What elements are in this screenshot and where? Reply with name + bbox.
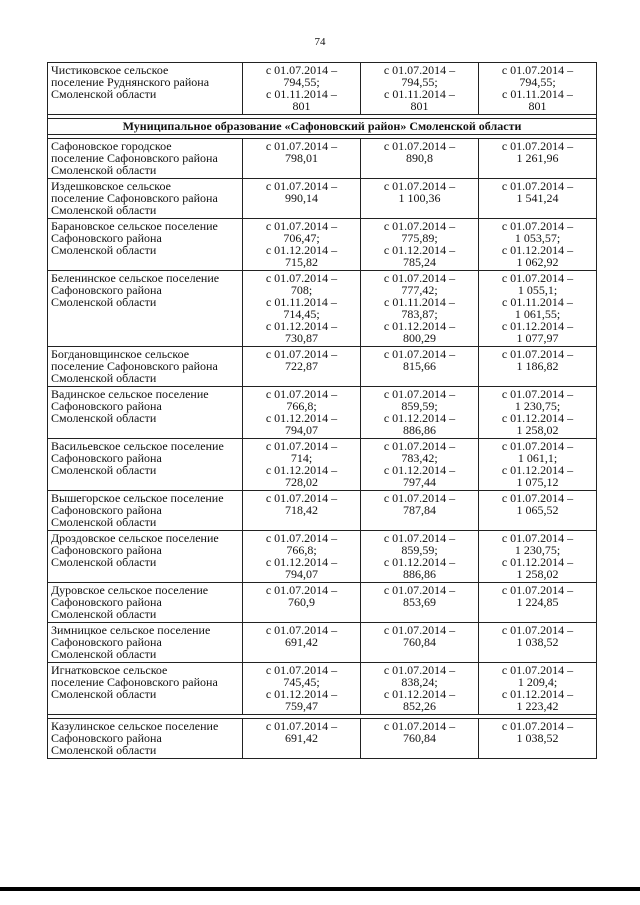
- tariff-col1-cell-line: с 01.07.2014 –: [265, 63, 338, 77]
- settlement-name-cell-line: Сафоновского района: [51, 595, 162, 609]
- tariff-col1-cell-line: 714,45;: [283, 307, 320, 321]
- settlement-name-cell-line: Казулинское сельское поселение: [51, 719, 219, 733]
- settlement-name-cell-line: Чистиковское сельское: [51, 63, 169, 77]
- settlement-name-cell: [48, 583, 243, 623]
- settlement-name-cell-line: Дроздовское сельское поселение: [51, 531, 219, 545]
- tariff-col2-cell-line: с 01.07.2014 –: [383, 219, 456, 233]
- table-row: [48, 663, 597, 715]
- tariff-col2-cell: [361, 439, 479, 491]
- table-row: [48, 219, 597, 271]
- tariff-col2-cell-line: 794,55;: [401, 75, 438, 89]
- tariff-col1-cell: [243, 719, 361, 759]
- table-row: [48, 387, 597, 439]
- table-row: [48, 719, 597, 759]
- settlement-name-cell: [48, 139, 243, 179]
- tariff-col1-cell-line: 759,47: [285, 699, 318, 713]
- tariff-col1-cell-line: с 01.07.2014 –: [265, 347, 338, 361]
- tariff-col2-cell-line: с 01.12.2014 –: [383, 319, 456, 333]
- tariff-col3-cell-line: с 01.07.2014 –: [501, 623, 574, 637]
- settlement-name-cell-line: Барановское сельское поселение: [51, 219, 218, 233]
- tariff-col1-cell-line: 801: [292, 99, 311, 113]
- tariff-col3-cell-line: с 01.12.2014 –: [501, 319, 574, 333]
- settlement-name-cell-line: Смоленской области: [51, 647, 157, 661]
- tariff-col3-cell: [479, 139, 597, 179]
- settlement-name-cell-line: Смоленской области: [51, 687, 157, 701]
- settlement-name-cell: [48, 63, 243, 115]
- tariff-col3-cell-line: с 01.07.2014 –: [501, 531, 574, 545]
- settlement-name-cell: [48, 347, 243, 387]
- tariff-col2-cell-line: с 01.07.2014 –: [383, 271, 456, 285]
- tariff-col2-cell-line: 777,42;: [401, 283, 438, 297]
- tariff-col3-cell-line: 1 230,75;: [514, 543, 561, 557]
- settlement-name-cell-line: Дуровское сельское поселение: [51, 583, 209, 597]
- tariff-col3-cell-line: 1 209,4;: [517, 675, 558, 689]
- settlement-name-cell-line: Сафоновского района: [51, 635, 162, 649]
- tariff-col2-cell-line: 815,66: [403, 359, 436, 373]
- tariff-col3-cell-line: с 01.07.2014 –: [501, 63, 574, 77]
- tariff-col3-cell-line: с 01.07.2014 –: [501, 719, 574, 733]
- page-number: 74: [314, 36, 326, 48]
- table-row: [48, 623, 597, 663]
- tariff-col3-cell-line: 801: [528, 99, 547, 113]
- table-row: [48, 271, 597, 347]
- tariff-table-body: [48, 63, 597, 759]
- tariff-col2-cell-line: 760,84: [403, 635, 436, 649]
- tariff-col3-cell-line: с 01.07.2014 –: [501, 179, 574, 193]
- tariff-col1-cell-line: с 01.07.2014 –: [265, 623, 338, 637]
- settlement-name-cell-line: поселение Сафоновского района: [51, 191, 218, 205]
- tariff-col2-cell-line: с 01.07.2014 –: [383, 439, 456, 453]
- tariff-col1-cell: [243, 623, 361, 663]
- settlement-name-cell: [48, 179, 243, 219]
- tariff-col3-cell-line: с 01.12.2014 –: [501, 243, 574, 257]
- tariff-col1-cell: [243, 219, 361, 271]
- settlement-name-cell: [48, 719, 243, 759]
- settlement-name-cell-line: поселение Сафоновского района: [51, 359, 218, 373]
- tariff-col2-cell-line: 1 100,36: [398, 191, 441, 205]
- tariff-col1-cell: [243, 387, 361, 439]
- tariff-col3-cell-line: с 01.12.2014 –: [501, 411, 574, 425]
- tariff-col1-cell-line: с 01.12.2014 –: [265, 319, 338, 333]
- tariff-col3-cell: [479, 387, 597, 439]
- tariff-col1-cell-line: 766,8;: [286, 399, 317, 413]
- tariff-col3-cell-line: 1 224,85: [516, 595, 559, 609]
- tariff-col3-cell-line: 1 053,57;: [514, 231, 561, 245]
- settlement-name-cell-line: поселение Руднянского района: [51, 75, 210, 89]
- settlement-name-cell-line: Сафоновского района: [51, 503, 162, 517]
- settlement-name-cell-line: Смоленской области: [51, 371, 157, 385]
- tariff-col3-cell-line: с 01.07.2014 –: [501, 663, 574, 677]
- table-row: [48, 63, 597, 115]
- tariff-col2-cell-line: 785,24: [403, 255, 436, 269]
- tariff-col1-cell-line: с 01.07.2014 –: [265, 387, 338, 401]
- tariff-col2-cell-line: 838,24;: [401, 675, 438, 689]
- settlement-name-cell-line: Смоленской области: [51, 515, 157, 529]
- tariff-col1-cell-line: с 01.12.2014 –: [265, 463, 338, 477]
- tariff-col2-cell: [361, 719, 479, 759]
- tariff-col3-cell-line: с 01.07.2014 –: [501, 139, 574, 153]
- tariff-col1-cell-line: 708;: [290, 283, 313, 297]
- tariff-col3-cell: [479, 531, 597, 583]
- tariff-col3-cell-line: с 01.07.2014 –: [501, 583, 574, 597]
- tariff-col1-cell-line: 722,87: [285, 359, 318, 373]
- tariff-col1-cell-line: 714;: [290, 451, 313, 465]
- tariff-col1-cell-line: с 01.11.2014 –: [266, 87, 337, 101]
- tariff-col3-cell-line: с 01.11.2014 –: [502, 87, 573, 101]
- tariff-col3-cell-line: 1 038,52: [516, 731, 559, 745]
- tariff-col1-cell-line: 691,42: [285, 731, 318, 745]
- bottom-rule: [0, 887, 640, 891]
- settlement-name-cell-line: Смоленской области: [51, 295, 157, 309]
- tariff-col1-cell-line: 798,01: [285, 151, 318, 165]
- tariff-col1-cell: [243, 583, 361, 623]
- tariff-col3-cell-line: 1 258,02: [516, 567, 559, 581]
- tariff-col2-cell-line: с 01.12.2014 –: [383, 555, 456, 569]
- tariff-col2-cell-line: с 01.12.2014 –: [383, 243, 456, 257]
- tariff-col1-cell-line: 730,87: [285, 331, 318, 345]
- tariff-col2-cell: [361, 531, 479, 583]
- tariff-col3-cell-line: 1 230,75;: [514, 399, 561, 413]
- tariff-col3-cell: [479, 623, 597, 663]
- table-row: [48, 139, 597, 179]
- tariff-col2-cell: [361, 63, 479, 115]
- tariff-col1-cell-line: с 01.12.2014 –: [265, 687, 338, 701]
- settlement-name-cell-line: Сафоновского района: [51, 451, 162, 465]
- settlement-name-cell: [48, 623, 243, 663]
- tariff-col3-cell-line: с 01.12.2014 –: [501, 555, 574, 569]
- tariff-col2-cell: [361, 623, 479, 663]
- tariff-col1-cell-line: 794,07: [285, 423, 318, 437]
- tariff-col3-cell: [479, 271, 597, 347]
- settlement-name-cell-line: Вадинское сельское поселение: [51, 387, 209, 401]
- settlement-name-cell: [48, 219, 243, 271]
- tariff-col1-cell-line: 706,47;: [283, 231, 320, 245]
- settlement-name-cell-line: Смоленской области: [51, 555, 157, 569]
- tariff-col2-cell: [361, 139, 479, 179]
- tariff-col1-cell: [243, 179, 361, 219]
- tariff-col2-cell-line: с 01.07.2014 –: [383, 719, 456, 733]
- tariff-col1-cell: [243, 63, 361, 115]
- tariff-col3-cell-line: с 01.07.2014 –: [501, 491, 574, 505]
- settlement-name-cell-line: Смоленской области: [51, 743, 157, 757]
- tariff-col2-cell-line: 787,84: [403, 503, 436, 517]
- settlement-name-cell-line: Богдановщинское сельское: [51, 347, 190, 361]
- tariff-col1-cell-line: 728,02: [285, 475, 318, 489]
- settlement-name-cell-line: поселение Сафоновского района: [51, 151, 218, 165]
- section-title: Муниципальное образование «Сафоновский район» Смоленской области: [48, 119, 597, 135]
- tariff-col2-cell-line: с 01.07.2014 –: [383, 63, 456, 77]
- table-row: [48, 347, 597, 387]
- table-row: [48, 439, 597, 491]
- tariff-col3-cell-line: 1 077,97: [516, 331, 559, 345]
- settlement-name-cell-line: Зимницкое сельское поселение: [51, 623, 211, 637]
- tariff-col1-cell-line: с 01.07.2014 –: [265, 663, 338, 677]
- tariff-col2-cell-line: 886,86: [403, 423, 436, 437]
- table-row: [48, 531, 597, 583]
- tariff-col2-cell: [361, 219, 479, 271]
- tariff-col3-cell-line: с 01.07.2014 –: [501, 439, 574, 453]
- tariff-col2-cell-line: 886,86: [403, 567, 436, 581]
- settlement-name-cell-line: Смоленской области: [51, 203, 157, 217]
- tariff-col3-cell: [479, 63, 597, 115]
- tariff-col2-cell-line: 783,87;: [401, 307, 438, 321]
- tariff-col1-cell-line: 715,82: [285, 255, 318, 269]
- tariff-col1-cell-line: с 01.07.2014 –: [265, 583, 338, 597]
- tariff-col1-cell-line: 766,8;: [286, 543, 317, 557]
- tariff-col2-cell: [361, 663, 479, 715]
- tariff-col1-cell-line: с 01.07.2014 –: [265, 531, 338, 545]
- table-row: [48, 491, 597, 531]
- tariff-col2-cell-line: с 01.07.2014 –: [383, 139, 456, 153]
- tariff-col2-cell-line: с 01.07.2014 –: [383, 179, 456, 193]
- tariff-col1-cell-line: 760,9: [288, 595, 315, 609]
- tariff-col1-cell-line: с 01.07.2014 –: [265, 491, 338, 505]
- tariff-col3-cell: [479, 347, 597, 387]
- tariff-col2-cell-line: с 01.12.2014 –: [383, 463, 456, 477]
- section-row: [48, 119, 597, 135]
- tariff-col1-cell: [243, 139, 361, 179]
- tariff-col2-cell: [361, 347, 479, 387]
- tariff-col2-cell-line: с 01.07.2014 –: [383, 491, 456, 505]
- settlement-name-cell: [48, 491, 243, 531]
- tariff-col3-cell-line: с 01.11.2014 –: [502, 295, 573, 309]
- tariff-col3-cell-line: с 01.07.2014 –: [501, 387, 574, 401]
- settlement-name-cell-line: Сафоновского района: [51, 543, 162, 557]
- tariff-col2-cell-line: 783,42;: [401, 451, 438, 465]
- settlement-name-cell: [48, 271, 243, 347]
- settlement-name-cell-line: Васильевское сельское поселение: [51, 439, 224, 453]
- tariff-col3-cell-line: 1 541,24: [516, 191, 559, 205]
- settlement-name-cell-line: Смоленской области: [51, 163, 157, 177]
- tariff-col1-cell-line: с 01.11.2014 –: [266, 295, 337, 309]
- tariff-col2-cell-line: 853,69: [403, 595, 436, 609]
- tariff-col1-cell-line: с 01.07.2014 –: [265, 219, 338, 233]
- tariff-col1-cell-line: с 01.07.2014 –: [265, 271, 338, 285]
- tariff-col2-cell-line: с 01.07.2014 –: [383, 387, 456, 401]
- tariff-col2-cell-line: с 01.07.2014 –: [383, 623, 456, 637]
- tariff-col2-cell-line: с 01.11.2014 –: [384, 295, 455, 309]
- tariff-col2-cell-line: 800,29: [403, 331, 436, 345]
- tariff-col2-cell-line: 852,26: [403, 699, 436, 713]
- tariff-col3-cell-line: 1 075,12: [516, 475, 559, 489]
- tariff-col1-cell-line: с 01.12.2014 –: [265, 555, 338, 569]
- settlement-name-cell-line: Смоленской области: [51, 411, 157, 425]
- tariff-col1-cell-line: 794,07: [285, 567, 318, 581]
- tariff-col3-cell-line: 1 061,1;: [517, 451, 558, 465]
- tariff-col3-cell-line: 1 055,1;: [517, 283, 558, 297]
- tariff-col3-cell-line: 1 061,55;: [514, 307, 561, 321]
- tariff-col1-cell-line: с 01.12.2014 –: [265, 243, 338, 257]
- tariff-col2-cell-line: с 01.12.2014 –: [383, 687, 456, 701]
- tariff-col1-cell: [243, 271, 361, 347]
- settlement-name-cell-line: Сафоновское городское: [51, 139, 172, 153]
- settlement-name-cell: [48, 663, 243, 715]
- settlement-name-cell: [48, 439, 243, 491]
- settlement-name-cell-line: Вышегорское сельское поселение: [51, 491, 224, 505]
- tariff-col2-cell: [361, 583, 479, 623]
- tariff-col1-cell-line: 718,42: [285, 503, 318, 517]
- settlement-name-cell-line: Сафоновского района: [51, 731, 162, 745]
- table-row: [48, 583, 597, 623]
- settlement-name-cell-line: Смоленской области: [51, 243, 157, 257]
- tariff-col3-cell-line: 1 065,52: [516, 503, 559, 517]
- tariff-col3-cell: [479, 491, 597, 531]
- tariff-col3-cell: [479, 179, 597, 219]
- tariff-col3-cell: [479, 663, 597, 715]
- tariff-col2-cell-line: с 01.07.2014 –: [383, 531, 456, 545]
- settlement-name-cell-line: Издешковское сельское: [51, 179, 171, 193]
- tariff-col3-cell: [479, 219, 597, 271]
- settlement-name-cell: [48, 531, 243, 583]
- tariff-col2-cell-line: с 01.07.2014 –: [383, 347, 456, 361]
- tariff-col1-cell: [243, 347, 361, 387]
- settlement-name-cell-line: Смоленской области: [51, 463, 157, 477]
- tariff-col1-cell-line: 990,14: [285, 191, 318, 205]
- tariff-col3-cell-line: 794,55;: [519, 75, 556, 89]
- tariff-col3-cell-line: 1 062,92: [516, 255, 559, 269]
- tariff-col1-cell-line: с 01.07.2014 –: [265, 139, 338, 153]
- tariff-col3-cell: [479, 583, 597, 623]
- tariff-col1-cell-line: 745,45;: [283, 675, 320, 689]
- tariff-col3-cell-line: 1 258,02: [516, 423, 559, 437]
- tariff-col2-cell-line: с 01.11.2014 –: [384, 87, 455, 101]
- settlement-name-cell-line: Смоленской области: [51, 607, 157, 621]
- tariff-col2-cell-line: 801: [410, 99, 429, 113]
- tariff-col2-cell-line: 775,89;: [401, 231, 438, 245]
- tariff-col2-cell-line: 859,59;: [401, 399, 438, 413]
- tariff-col1-cell: [243, 491, 361, 531]
- settlement-name-cell-line: Смоленской области: [51, 87, 157, 101]
- tariff-col3-cell-line: с 01.12.2014 –: [501, 463, 574, 477]
- tariff-col2-cell-line: 859,59;: [401, 543, 438, 557]
- tariff-col2-cell: [361, 179, 479, 219]
- tariff-col3-cell-line: с 01.12.2014 –: [501, 687, 574, 701]
- tariff-col1-cell-line: 691,42: [285, 635, 318, 649]
- tariff-col2-cell: [361, 387, 479, 439]
- tariff-col3-cell-line: 1 261,96: [516, 151, 559, 165]
- settlement-name-cell-line: Беленинское сельское поселение: [51, 271, 220, 285]
- table-row: [48, 179, 597, 219]
- tariff-col3-cell-line: с 01.07.2014 –: [501, 219, 574, 233]
- tariff-col2-cell-line: с 01.07.2014 –: [383, 583, 456, 597]
- settlement-name-cell-line: Сафоновского района: [51, 231, 162, 245]
- tariff-col3-cell: [479, 439, 597, 491]
- tariff-col1-cell-line: с 01.07.2014 –: [265, 179, 338, 193]
- tariff-col2-cell-line: 797,44: [403, 475, 436, 489]
- tariff-col2-cell-line: 760,84: [403, 731, 436, 745]
- tariff-col2-cell: [361, 491, 479, 531]
- tariff-col3-cell: [479, 719, 597, 759]
- tariff-col2-cell: [361, 271, 479, 347]
- settlement-name-cell-line: поселение Сафоновского района: [51, 675, 218, 689]
- settlement-name-cell-line: Сафоновского района: [51, 399, 162, 413]
- tariff-table: [47, 62, 597, 759]
- settlement-name-cell-line: Игнатковское сельское: [51, 663, 168, 677]
- tariff-col3-cell-line: 1 038,52: [516, 635, 559, 649]
- settlement-name-cell: [48, 387, 243, 439]
- tariff-col1-cell: [243, 439, 361, 491]
- tariff-col1-cell-line: с 01.12.2014 –: [265, 411, 338, 425]
- settlement-name-cell-line: Сафоновского района: [51, 283, 162, 297]
- tariff-col2-cell-line: 890,8: [406, 151, 433, 165]
- tariff-col2-cell-line: с 01.12.2014 –: [383, 411, 456, 425]
- tariff-col3-cell-line: с 01.07.2014 –: [501, 271, 574, 285]
- tariff-col2-cell-line: с 01.07.2014 –: [383, 663, 456, 677]
- tariff-col3-cell-line: с 01.07.2014 –: [501, 347, 574, 361]
- tariff-col1-cell: [243, 663, 361, 715]
- tariff-col3-cell-line: 1 223,42: [516, 699, 559, 713]
- tariff-col1-cell-line: с 01.07.2014 –: [265, 439, 338, 453]
- tariff-col1-cell-line: 794,55;: [283, 75, 320, 89]
- tariff-col1-cell-line: с 01.07.2014 –: [265, 719, 338, 733]
- tariff-col1-cell: [243, 531, 361, 583]
- tariff-col3-cell-line: 1 186,82: [516, 359, 559, 373]
